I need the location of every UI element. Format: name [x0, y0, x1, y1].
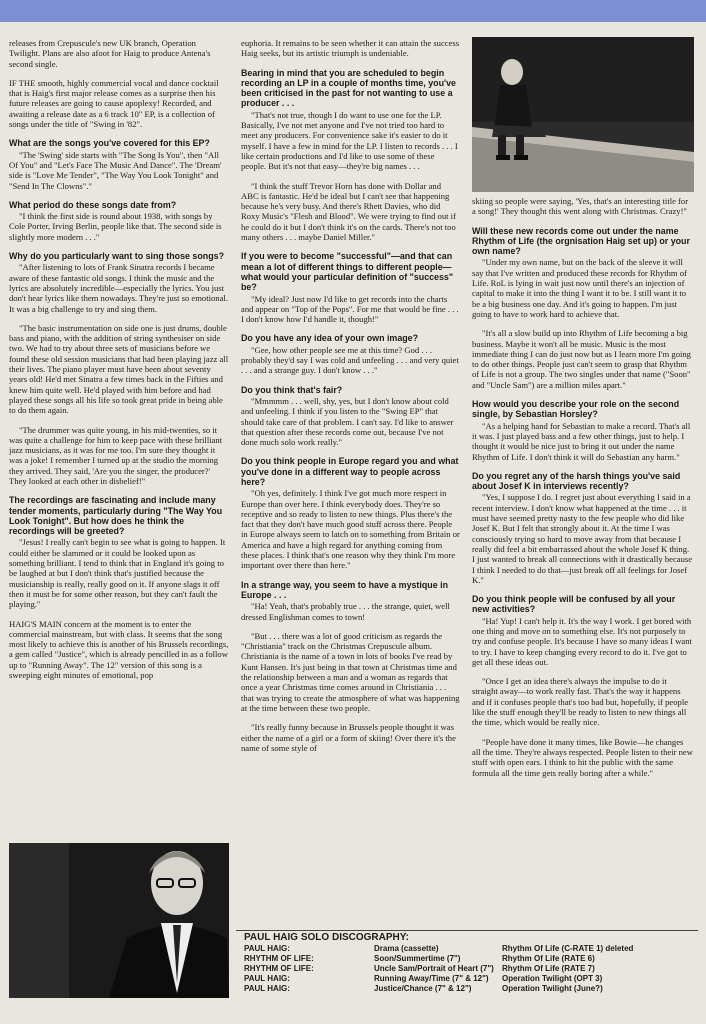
discography-release: Uncle Sam/Portrait of Heart (7") — [374, 964, 494, 973]
paragraph: euphoria. It remains to be seen whether it can attain the success Haig seeks, but its artistic triumph is undeniable. — [241, 38, 460, 59]
paragraph: "My ideal? Just now I'd like to get records into the charts and appear on "Top of the Pops". For me that would be fine . . . I don't know how I'd handle it, though!" — [241, 293, 459, 325]
paragraph: "Jesus! I really can't begin to see what is going to happen. It could either be slammed or it could be looked upon as something brilliant. I tend to think that in England it's going to be laughed at but I don't think that's justified because the musicianship is really, really good on it. If anyone slags it off then it must be for some other reason, but they can't fault the playing." — [9, 537, 226, 610]
paragraph: "Ha! Yup! I can't help it. It's the way I work. I get bored with one thing and move on to something else. It's not purposely to try and confuse people. It's because I have so many ideas I want to try. I have to keep changing every record to do it. I've got to get all these ideas out. — [472, 615, 692, 667]
paragraph: "Gee, how other people see me at this time? God . . . probably they'd say I was cold and unfeeling . . . and very quiet . . . and a strange guy. I don't know . . ." — [241, 344, 459, 376]
paragraph: "Under my own name, but on the back of the sleeve it will say that I've written and produced these records for Rhythm of Life. RoL is lying in wait just now until there's an injection of capital to make it into the thing I want it to be. I still want it to be a big business one day. And it's going to happen. I'm just going to have to work hard to achieve that. — [472, 257, 687, 319]
paragraph: "Ha! Yeah, that's probably true . . . the strange, quiet, well dressed Englishman comes to town! — [241, 601, 450, 622]
photo-image — [9, 843, 229, 998]
discography-artist: PAUL HAIG: — [244, 974, 290, 983]
photo-image — [472, 37, 694, 192]
paragraph: "As a helping hand for Sebastian to make a record. That's all it was. I just played bass and a few other things, just to help. I thought it would be nice just to bring it out under the name Rhythm of Life. I don't think it will do Sebastian any harm." — [472, 420, 691, 462]
interview-question: Do you think that's fair? — [241, 384, 343, 395]
interview-question: Will these new records come out under the name Rhythm of Life (the orgnisation Haig set up) or your own name? — [472, 225, 690, 257]
paragraph: skiing so people were saying, 'Yes, that's an interesting title for a song!' They thought this went along with Christmas. Crazy!" — [472, 196, 689, 217]
interview-question: In a strange way, you seem to have a mystique in Europe . . . — [241, 579, 448, 600]
interview-question: What period do these songs date from? — [9, 199, 177, 210]
discography-artist-column — [244, 944, 371, 994]
paragraph: releases from Crepuscule's new UK branch, Operation Twilight. Plans are also afoot for Haig to produce Antena's second single. — [9, 38, 211, 69]
discography-entry: Rhythm Of Life (C-RATE 1) deleted — [502, 944, 634, 953]
discography-release: Running Away/Time (7" & 12") — [374, 974, 489, 983]
column-3 — [472, 196, 694, 912]
discography-artist: RHYTHM OF LIFE: — [244, 954, 314, 963]
paragraph: "Oh yes, definitely. I think I've got much more respect in Europe than over here. I think everybody does. They're so receptive and so ready to listen to new things. Plus there's the fact that they don't have much good stuff across there. People in Europe always seem to latch on to something from Britain or America and have a high regard for anything coming from these places. I think that's one reason why they think I'm more important over there than here." — [241, 488, 460, 571]
column-2 — [241, 38, 460, 1024]
interview-question: Do you think people in Europe regard you and what you've done in a different way to people across here? — [241, 456, 459, 487]
interview-question: Bearing in mind that you are scheduled to begin recording an LP in a couple of months time, you've been criticised in the past for not wanting to use a producer . . . — [241, 67, 456, 109]
paragraph: "But . . . there was a lot of good criticism as regards the "Christiania" track on the Christmas Crepuscule album. Christiania is the name of a town in lots of books I've read by Kunt Hansen. It's just being in that town at Christmas time and the relationship between a man and a woman as regards that once a year Christmas time comes around in Christiania . . . that was trying to create the atmosphere of what was happening at the time between these two people. — [241, 630, 460, 713]
paragraph: IF THE smooth, highly commercial vocal and dance cocktail that is Haig's first major release comes as a surprise then his future releases are going to cause apoplexy! Recorded, and awaiting a release date as a 6 track 10" EP, is a collection of songs under the title of "Swing in '82". — [9, 77, 219, 130]
paragraph: "The 'Swing' side starts with "The Song Is You", then "All Of You" and "Let's Face The Music And Dance". The 'Dream' side is "Love Me Tender", "The Way You Look Tonight" and "Send In The Clowns"." — [9, 149, 222, 191]
paragraph: "Once I get an idea there's always the impulse to do it straight away—to work really fast. That's the way it happens and if it confuses people that's too bad but, hopefully, if people like the stuff enough they'll be ready to listen to new things all the time, which would be really nice. — [472, 676, 689, 728]
photo-man-sitting-on-ledge — [472, 37, 694, 192]
interview-question: Do you regret any of the harsh things you've said about Josef K in interviews recently? — [472, 470, 681, 492]
paragraph: "Yes, I suppose I do. I regret just about everything I said in a recent interview. I don't know what happened at the time . . . it must have seemed pretty nasty to the few people who did like Josef K. But I felt that strongly about it. At the time I was consciously trying so hard to move away from that because I really did feel a bit embarrassed about the whole Josef K thing. I just wanted to break all connections with it drastically because I think I needed to do that—just break off all feelings for Josef K." — [472, 492, 693, 585]
interview-question: What are the songs you've covered for this EP? — [9, 138, 210, 149]
paragraph: "The basic instrumentation on side one is just drums, double bass and piano, with the addition of string synthesiser on side two. We had to try about three sets of musicians before we found these old session musicians that had been playing jazz all their lives. The piano player must have been about seventy years old! He'd met Sinatra a few times back in the Fifties and knew him quite well. He'd played with him before and had played these songs all his life so took great pride in being able to do them again. — [9, 322, 229, 416]
paragraph: "People have done it many times, like Bowie—he changes all the time. They're always respected. People listen to their new stuff with open ears. I think to hit the public with the same formula all the time gets really boring after a while." — [472, 736, 693, 778]
paragraph: "After listening to lots of Frank Sinatra records I became aware of these fantastic old songs. I think the music and the lyrics are absolutely incredible—especially the lyrics. You just don't hear lyrics like them nowadays. They're just so emotional. It was a big challenge to try and sing them. — [9, 262, 228, 314]
paragraph: "That's not true, though I do want to use one for the LP. Basically, I've not met anyone and I've not tried too hard to meet any producers. For convenience sake it's easier to do it myself. I have a few in mind for the LP. I listen to records . . . I like certain productions and I'd like to use some of these people. But it's not that easy—they're big names . . . — [241, 109, 458, 172]
discography-release: Justice/Chance (7" & 12") — [374, 984, 472, 993]
discography-grid — [241, 944, 695, 994]
paragraph: HAIG'S MAIN concern at the moment is to enter the commercial mainstream, but with class. It seems that the song most likely to achieve this is another of his Brussels recordings, a gem called "Justice", which is already pencilled in as a follow up to "Running Away". The 12" version of this song is a sweeping eight minutes of emotional, pop — [9, 618, 229, 681]
discography-artist: PAUL HAIG: — [244, 944, 290, 953]
interview-question: The recordings are fascinating and include many tender moments, particularly during "The Way You Look Tonight". But how does he think the recordings will be greeted? — [9, 495, 223, 537]
discography-box — [241, 931, 695, 1009]
discography-release: Drama (cassette) — [374, 944, 439, 953]
discography-entry: Operation Twilight (OPT 3) — [502, 974, 603, 983]
interview-question: Do you have any idea of your own image? — [241, 333, 419, 344]
interview-question: How would you describe your role on the second single, by Sebastian Horsley? — [472, 399, 680, 420]
interview-question: Do you think people will be confused by all your new activities? — [472, 594, 676, 615]
paragraph: "It's all a slow build up into Rhythm of Life becoming a big business. Maybe it won't all be music. Music is the most immediate thing I can do just now but as I learn more I'm going to do other things. People just can't seem to grasp that Rhythm of Life is not a group. The two singles under that name ("Soon" and "Uncle Sam") are a million miles apart." — [472, 328, 691, 390]
discography-release: Soon/Summertime (7") — [374, 954, 461, 963]
discography-entry: Rhythm Of Life (RATE 7) — [502, 964, 595, 973]
top-color-band — [0, 0, 706, 22]
discography-right-column — [502, 944, 692, 994]
discography-title: PAUL HAIG SOLO DISCOGRAPHY: — [244, 932, 410, 943]
interview-question: If you were to become "successful"—and that can mean a lot of different things to different people—what would your particular definition of "success" be? — [241, 251, 454, 293]
discography-artist: PAUL HAIG: — [244, 984, 290, 993]
paragraph: "I think the first side is round about 1938, with songs by Cole Porter, Irving Berlin, people like that. The second side is slightly more modern . . ." — [9, 211, 222, 242]
discography-entry: Operation Twilight (June?) — [502, 984, 603, 993]
column-1 — [9, 38, 229, 844]
photo-man-with-glasses — [9, 843, 229, 998]
discography-title-column — [374, 944, 499, 994]
discography-artist: RHYTHM OF LIFE: — [244, 964, 314, 973]
paragraph: "I think the stuff Trevor Horn has done with Dollar and ABC is fantastic. He'd be ideal but I can't see that happening because he's very busy. And there's Rhett Davies, who did Roxy Music's "Flesh and Blood". We were trying to find out if he could do it but I don't think it's on the cards. There's not too many others . . . maybe Daniel Miller." — [241, 180, 456, 243]
paragraph: "The drummer was quite young, in his mid-twenties, so it was quite a challenge for him to keep pace with these brilliant jazz musicians, as it was for me too. I'm sure they thought it was a joke! I remember I turned up at the studio the morning they arrived. They said, 'Are you the singer, the producer?' They looked at each other in disbelief!" — [9, 424, 223, 486]
discography-entry: Rhythm Of Life (RATE 6) — [502, 954, 595, 963]
paragraph: "It's really funny because in Brussels people thought it was either the name of a girl or a form of skiing! Over there it's the name of some style of — [241, 722, 456, 753]
paragraph: "Mmmmm . . . well, shy, yes, but I don't know about cold and unfeeling. I think if you listen to the "Swing EP" that should take care of that problem. I can't say. I'd like to answer that question after these records come out, because I've not done much solo work really." — [241, 395, 454, 448]
interview-question: Why do you particularly want to sing those songs? — [9, 251, 224, 262]
